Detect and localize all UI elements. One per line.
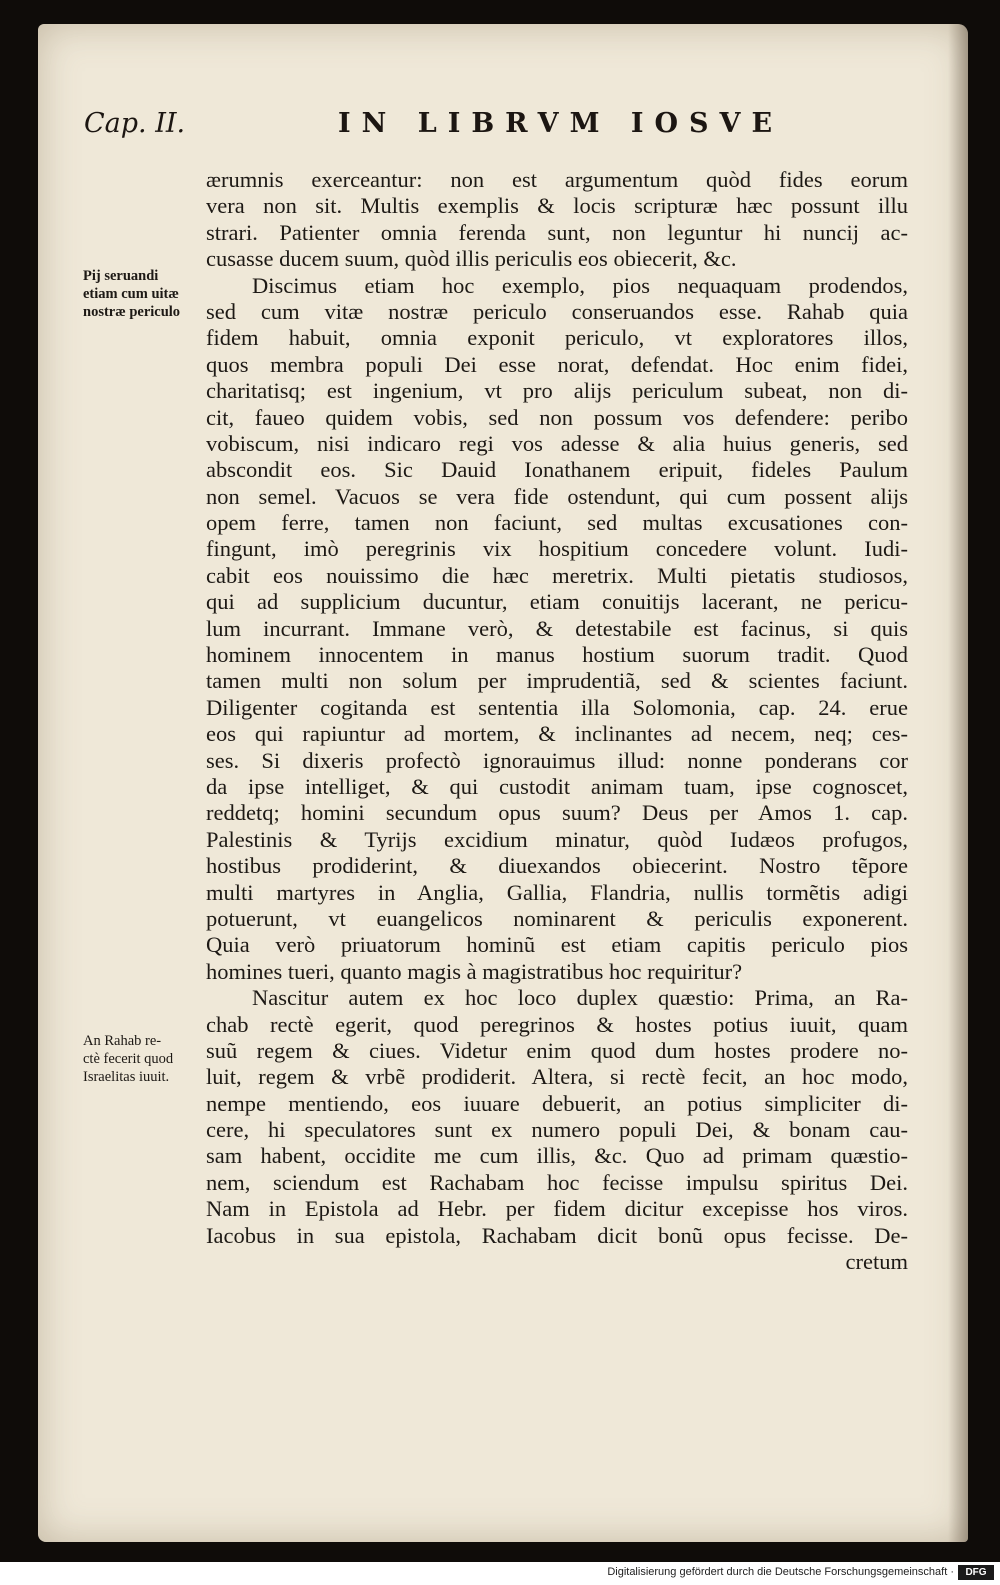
text-line: charitatisq; est ingenium, vt pro alijs periculum subeat, non di-: [206, 378, 908, 404]
text-line: cusasse ducem suum, quòd illis periculis eos obiecerit, &c.: [206, 246, 737, 272]
text-line: homines tueri, quanto magis à magistratibus hoc requiritur?: [206, 958, 743, 984]
text-line: ses. Si dixeris profectò ignorauimus illud: nonne ponderans cor: [206, 747, 908, 773]
text-line: reddetq; homini secundum opus suum? Deus per Amos 1. cap.: [206, 800, 908, 826]
book-page: [38, 24, 968, 1542]
text-line: cere, hi speculatores sunt ex numero populi Dei, & bonam cau-: [206, 1117, 908, 1143]
text-line: vera non sit. Multis exemplis & locis scripturæ hæc possunt illu: [206, 193, 908, 219]
margin-note-line: nostræ periculo: [83, 304, 181, 320]
text-line: Diligenter cogitanda est sententia illa Solomonia, cap. 24. erue: [206, 694, 908, 720]
margin-note-line: ctè fecerit quod: [83, 1051, 174, 1067]
text-line: Quia verò priuatorum hominũ est etiam capitis periculo pios: [206, 932, 908, 958]
margin-note-line: An Rahab re-: [83, 1033, 162, 1049]
text-line: non semel. Vacuos se vera fide ostendunt, qui cum possent alijs: [206, 483, 908, 509]
footer-bar: [0, 1562, 1000, 1585]
text-line: suũ regem & ciues. Videtur enim quod dum hostes prodere no-: [206, 1037, 908, 1063]
margin-note-line: Israelitas iuuit.: [83, 1069, 170, 1085]
text-line: quos membra populi Dei esse norat, defendat. Hoc enim fidei,: [206, 351, 908, 377]
text-line: Nam in Epistola ad Hebr. per fidem dicitur excepisse hos viros.: [206, 1196, 908, 1222]
text-line: luit, regem & vrbẽ prodiderit. Altera, si rectè fecit, an hoc modo,: [206, 1064, 908, 1090]
text-line: cretum: [845, 1249, 908, 1275]
text-line: Discimus etiam hoc exemplo, pios nequaquam prodendos,: [252, 272, 908, 298]
text-line: Nascitur autem ex hoc loco duplex quæstio: Prima, an Ra-: [252, 985, 908, 1011]
text-line: Iacobus in sua epistola, Rachabam dicit bonũ opus fecisse. De-: [206, 1222, 908, 1248]
text-line: sam habent, occidite me cum illis, &c. Quo ad primam quæstio-: [206, 1143, 908, 1169]
text-line: eos qui rapiuntur ad mortem, & inclinantes ad necem, neq; ces-: [206, 721, 908, 747]
text-line: ærumnis exerceantur: non est argumentum quòd fides eorum: [206, 167, 908, 192]
page-edge-shadow: [948, 24, 968, 1542]
text-line: hostibus prodiderint, & diuexandos obiecerint. Nostro tẽpore: [206, 853, 908, 879]
dfg-logo: DFG: [958, 1565, 994, 1580]
text-line: potuerunt, vt euangelicos nominarent & periculis exponerent.: [206, 905, 908, 931]
digitization-credit: Digitalisierung gefördert durch die Deutsche Forschungsgemeinschaft ·: [607, 1566, 954, 1578]
margin-note: [83, 267, 213, 321]
text-line: multi martyres in Anglia, Gallia, Flandria, nullis tormẽtis adigi: [206, 879, 908, 905]
text-line: nempe mentiendo, eos iuuare debuerit, an potius simpliciter di-: [206, 1090, 908, 1116]
text-line: da ipse intelliget, & qui custodit animam tuam, ipse cognoscet,: [206, 773, 908, 799]
margin-note-line: etiam cum uitæ: [83, 286, 179, 302]
running-title: IN LIBRVM IOSVE: [338, 108, 784, 139]
text-line: fingunt, imò peregrinis vix hospitium concedere volunt. Iudi-: [206, 536, 908, 562]
text-line: Palestinis & Tyrijs excidium minatur, quòd Iudæos profugos,: [206, 826, 908, 852]
text-line: vobiscum, nisi indicaro regi vos adesse & alia huius generis, sed: [206, 430, 908, 456]
text-line: tamen multi non solum per imprudentiã, sed & scientes faciunt.: [206, 668, 908, 694]
text-line: hominem innocentem in manus hostium suorum tradit. Quod: [206, 642, 908, 668]
text-line: abscondit eos. Sic Dauid Ionathanem eripuit, fideles Paulum: [206, 457, 908, 483]
text-line: lum incurrant. Immane verò, & detestabile est facinus, si quis: [206, 615, 908, 641]
text-line: chab rectè egerit, quod peregrinos & hostes potius iuuit, quam: [206, 1011, 908, 1037]
text-line: opem ferre, tamen non faciunt, sed multas excusationes con-: [206, 510, 908, 536]
chapter-label: Cap. II.: [84, 108, 186, 139]
text-line: sed cum vitæ nostræ periculo conseruandos esse. Rahab quia: [206, 298, 908, 324]
text-line: nem, sciendum est Rachabam hoc fecisse impulsu spiritus Dei.: [206, 1169, 908, 1195]
text-line: cabit eos nouissimo die hæc meretrix. Multi pietatis studiosos,: [206, 562, 908, 588]
text-line: strari. Patienter omnia ferenda sunt, non leguntur hi nuncij ac-: [206, 219, 908, 245]
text-line: qui ad supplicium ducuntur, etiam conuitijs lacerant, ne pericu-: [206, 589, 908, 615]
margin-note-line: Pij seruandi: [83, 268, 159, 284]
margin-note: [83, 1032, 213, 1086]
page-header: [38, 108, 968, 148]
text-line: cit, faueo quidem vobis, sed non possum vos defendere: peribo: [206, 404, 908, 430]
body-text: [206, 167, 908, 1275]
text-line: fidem habuit, omnia exponit periculo, vt exploratores illos,: [206, 325, 908, 351]
